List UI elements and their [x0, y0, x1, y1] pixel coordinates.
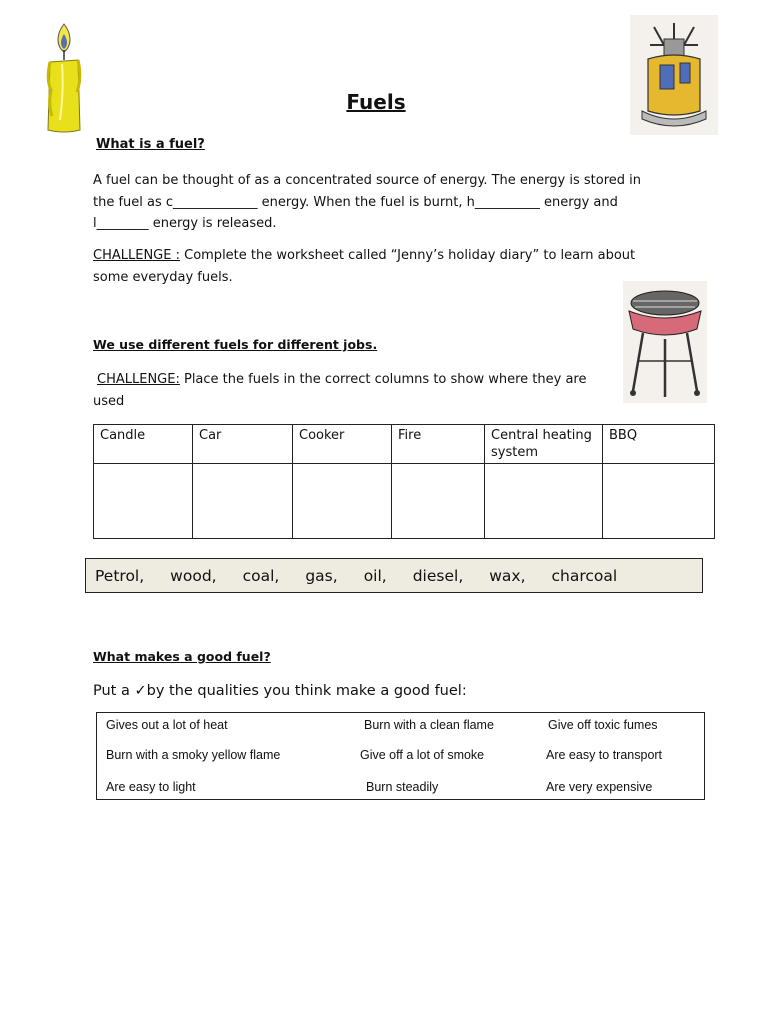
quality-item[interactable]: Burn with a clean flame: [364, 718, 494, 732]
quality-item[interactable]: Are easy to light: [106, 780, 196, 794]
challenge-label: CHALLENGE:: [97, 372, 180, 387]
camping-stove-icon: [630, 15, 718, 135]
challenge-label: CHALLENGE :: [93, 248, 180, 263]
fuel-definition: [93, 170, 713, 235]
fuel-word: wood,: [170, 566, 217, 585]
answer-cell[interactable]: [193, 464, 293, 539]
section-heading-good-fuel: What makes a good fuel?: [93, 649, 271, 664]
fuel-word-bank: [85, 558, 703, 593]
quality-item[interactable]: Are easy to transport: [546, 748, 663, 762]
challenge-text: Complete the worksheet called “Jenny’s holiday diary” to learn about: [179, 248, 636, 263]
quality-item[interactable]: Are very expensive: [546, 780, 653, 794]
column-header: Fire: [392, 425, 485, 464]
quality-item[interactable]: Burn steadily: [366, 780, 439, 794]
column-header: Car: [193, 425, 293, 464]
definition-line: A fuel can be thought of as a concentrated source of energy. The energy is stored in: [93, 173, 641, 188]
candle-icon: [42, 20, 86, 134]
fuel-word: wax,: [489, 566, 526, 585]
quality-item[interactable]: Gives out a lot of heat: [106, 718, 228, 732]
challenge-2: [93, 369, 617, 412]
page-title: Fuels: [346, 90, 406, 114]
definition-line: the fuel as c_____________ energy. When the fuel is burnt, h__________ energy and: [93, 194, 618, 210]
answer-cell[interactable]: [392, 464, 485, 539]
quality-item[interactable]: Give off a lot of smoke: [360, 748, 485, 762]
fuel-word: oil,: [363, 566, 387, 585]
column-header: Cooker: [293, 425, 392, 464]
challenge-1: [93, 245, 713, 288]
challenge-text: used: [93, 393, 125, 409]
fuel-word: coal,: [242, 566, 280, 585]
column-header: Central heating system: [485, 425, 603, 464]
column-header: Candle: [94, 425, 193, 464]
column-header: BBQ: [603, 425, 715, 464]
answer-cell[interactable]: [603, 464, 715, 539]
table-answer-row: [94, 464, 715, 539]
table-header-row: [94, 425, 715, 464]
fuel-word: charcoal: [551, 566, 618, 585]
tick-instruction: Put a ✓by the qualities you think make a good fuel:: [93, 683, 467, 699]
fuel-word: Petrol,: [95, 566, 145, 585]
section-heading-what-is-a-fuel: What is a fuel?: [96, 137, 205, 152]
answer-cell[interactable]: [94, 464, 193, 539]
answer-cell[interactable]: [293, 464, 392, 539]
fuel-sorting-table: [93, 424, 715, 539]
challenge-text: Place the fuels in the correct columns to show where they are: [179, 372, 587, 387]
qualities-box: [96, 712, 705, 800]
definition-line: l________ energy is released.: [93, 216, 277, 231]
challenge-text: some everyday fuels.: [93, 269, 233, 285]
bbq-grill-icon: [623, 281, 707, 403]
quality-item[interactable]: Give off toxic fumes: [548, 718, 658, 732]
fuel-word: diesel,: [412, 566, 464, 585]
section-heading-different-fuels: We use different fuels for different jobs.: [93, 337, 378, 352]
quality-item[interactable]: Burn with a smoky yellow flame: [106, 748, 281, 762]
answer-cell[interactable]: [485, 464, 603, 539]
fuel-word: gas,: [305, 566, 338, 585]
